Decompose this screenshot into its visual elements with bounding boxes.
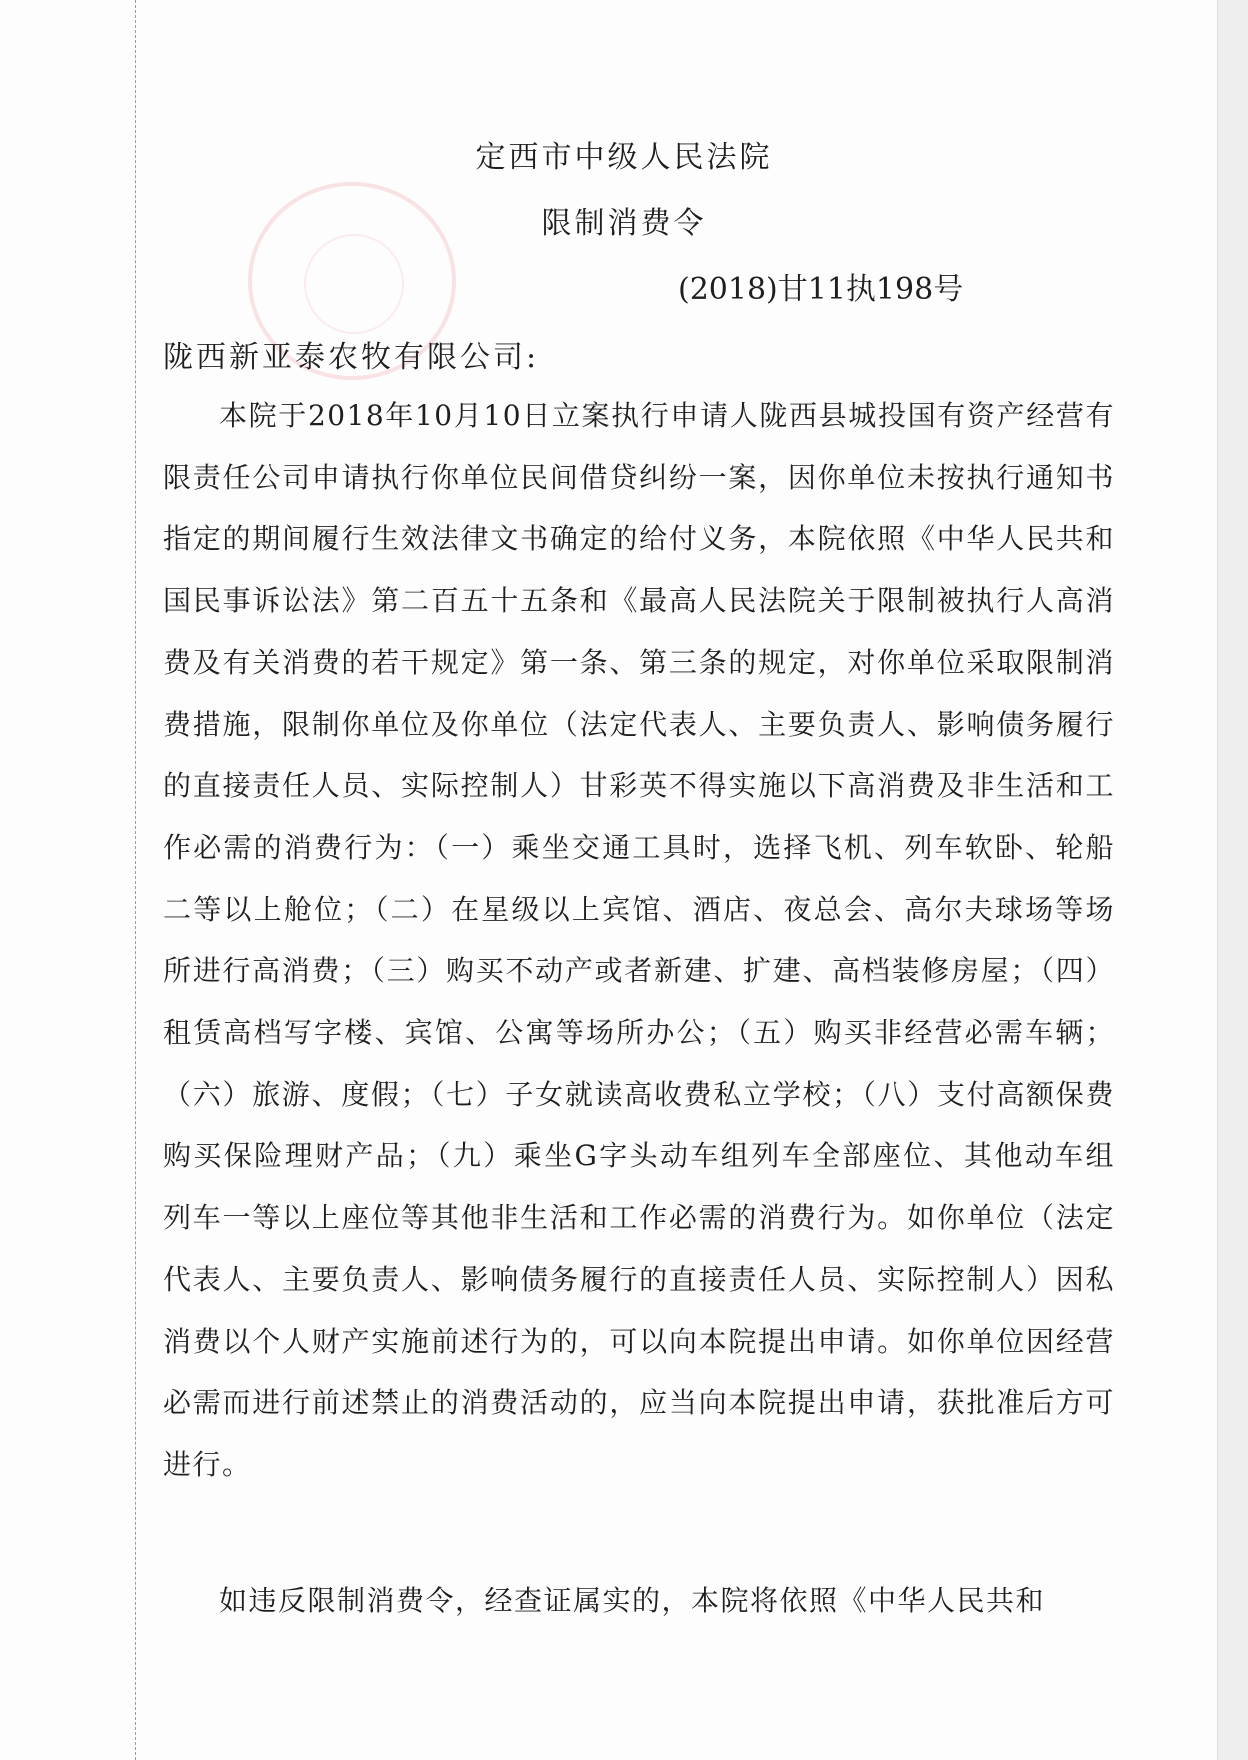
- court-name-heading: 定西市中级人民法院: [475, 140, 773, 175]
- binding-margin-line: [135, 0, 136, 1760]
- scan-edge-strip: [1217, 0, 1248, 1760]
- body-paragraph: 如违反限制消费令，经查证属实的，本院将依照《中华人民共和: [219, 1584, 1046, 1617]
- case-number: (2018)甘11执198号: [678, 272, 964, 307]
- seal-emblem: [304, 234, 404, 334]
- body-paragraph: 本院于2018年10月10日立案执行申请人陇西县城投国有资产经营有限责任公司申请执行你单位民间借贷纠纷一案，因你单位未按执行通知书指定的期间履行生效法律文书确定的给付义务，本院依照《中华人民共和国民事诉讼法》第二百五十五条和《最高人民法院关于限制被执行人高消费及有关消费的若干规定》第一条、第三条的规定，对你单位采取限制消费措施，限制你单位及你单位（法定代表人、主要负责人、影响债务履行的直接责任人员、实际控制人）甘彩英不得实施以下高消费及非生活和工作必需的消费行为：（一）乘坐交通工具时，选择飞机、列车软卧、轮船二等以上舱位；（二）在星级以上宾馆、酒店、夜总会、高尔夫球场等场所进行高消费；（三）购买不动产或者新建、扩建、高档装修房屋；（四）租赁高档写字楼、宾馆、公寓等场所办公；（五）购买非经营必需车辆；（六）旅游、度假；（七）子女就读高收费私立学校；（八）支付高额保费购买保险理财产品；（九）乘坐G字头动车组列车全部座位、其他动车组列车一等以上座位等其他非生活和工作必需的消费行为。如你单位（法定代表人、主要负责人、影响债务履行的直接责任人员、实际控制人）因私消费以个人财产实施前述行为的，可以向本院提出申请。如你单位因经营必需而进行前述禁止的消费活动的，应当向本院提出申请，获批准后方可进行。: [163, 399, 1115, 1481]
- addressee: 陇西新亚泰农牧有限公司:: [163, 340, 540, 375]
- document-type-heading: 限制消费令: [541, 206, 707, 241]
